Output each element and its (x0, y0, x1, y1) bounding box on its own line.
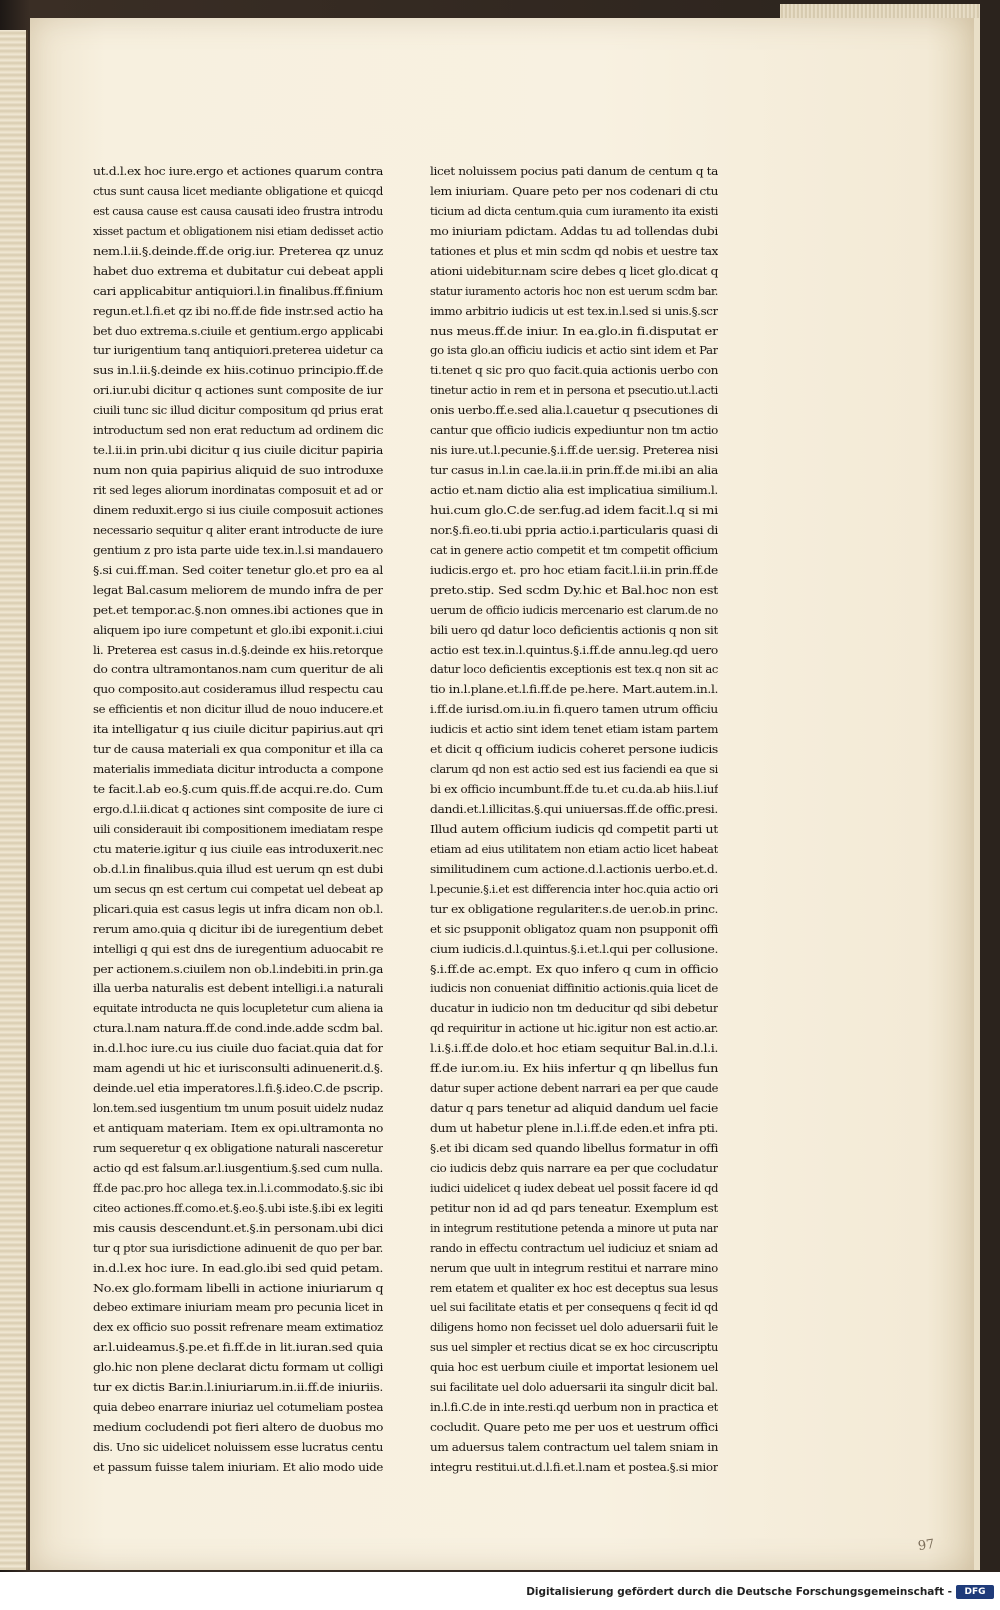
text-line: dinem reduxit.ergo si ius ciuile composuit actiones (93, 503, 383, 517)
text-line: tur ex dictis Bar.in.l.iniuriarum.in.ii.ff.de iniuriis. (93, 1381, 383, 1395)
text-line: tur iurigentium tanq antiquiori.preterea uidetur ca (93, 344, 383, 358)
text-line: deinde.uel etia imperatores.l.fi.§.ideo.C.de pscrip. (93, 1082, 383, 1096)
text-line: mo iniuriam pdictam. Addas tu ad tollendas dubi (430, 224, 718, 238)
text-line: mis causis descendunt.et.§.in personam.ubi dici (93, 1221, 383, 1235)
text-line: petitur non id ad qd pars teneatur. Exemplum est (430, 1201, 718, 1215)
text-line: lon.tem.sed iusgentium tm unum posuit uidelz nudaz (93, 1102, 383, 1116)
text-line: tationes et plus et min scdm qd nobis et uestre tax (430, 244, 718, 258)
text-line: nem.l.ii.§.deinde.ff.de orig.iur. Preterea qz unuz (93, 244, 383, 258)
text-line: iudici uidelicet q iudex debeat uel possit facere id qd (430, 1181, 718, 1195)
text-line: regun.et.l.fi.et qz ibi no.ff.de fide instr.sed actio ha (93, 304, 383, 318)
text-line: §.i.ff.de ac.empt. Ex quo infero q cum in officio (430, 962, 718, 976)
text-line: §.et ibi dicam sed quando libellus formatur in offi (430, 1141, 718, 1155)
text-line: etiam ad eius utilitatem non etiam actio licet habeat (430, 842, 718, 856)
text-line: ut.d.l.ex hoc iure.ergo et actiones quarum contra (93, 165, 383, 178)
text-line: et antiquam materiam. Item ex opi.ultramonta no (93, 1122, 383, 1135)
text-line: statur iuramento actoris hoc non est uerum scdm bar. (430, 284, 718, 298)
text-line: Illud autem officium iudicis qd competit parti ut (430, 822, 718, 836)
text-line: dandi.et.l.illicitas.§.qui uniuersas.ff.de offic.presi. (430, 803, 718, 816)
folio-number: 97 (917, 1536, 936, 1555)
text-line: cio iudicis debz quis narrare ea per que cocludatur (430, 1161, 718, 1175)
text-line: bi ex officio incumbunt.ff.de tu.et cu.da.ab hiis.l.iuf (430, 783, 718, 797)
text-line: tio in.l.plane.et.l.fi.ff.de pe.here. Mart.autem.in.l. (430, 683, 718, 697)
text-line: sus in.l.ii.§.deinde ex hiis.cotinuo principio.ff.de (93, 364, 383, 378)
text-line: um aduersus talem contractum uel talem sniam in (430, 1441, 718, 1454)
text-line: glo.hic non plene declarat dictu formam ut colligi (93, 1361, 383, 1375)
text-line: quia debeo enarrare iniuriaz uel cotumeliam postea (93, 1401, 383, 1415)
text-line: licet noluissem pocius pati danum de centum q ta (430, 165, 718, 178)
text-line: in.d.l.ex hoc iure. In ead.glo.ibi sed quid petam. (93, 1261, 383, 1275)
text-line: ori.iur.ubi dicitur q actiones sunt composite de iur (93, 384, 383, 398)
text-line: cat in genere actio competit et tm competit officium (430, 543, 718, 557)
text-line: per actionem.s.ciuilem non ob.l.indebiti.in prin.ga (93, 962, 383, 976)
dfg-logo: DFG (956, 1585, 994, 1599)
text-line: actio et.nam dictio alia est implicatiua similium.l. (430, 484, 718, 497)
text-line: rem etatem et qualiter ex hoc est deceptus sua lesus (430, 1281, 718, 1295)
text-line: l.pecunie.§.i.et est differencia inter hoc.quia actio ori (430, 882, 718, 896)
text-line: intelligi q qui est dns de iuregentium aduocabit re (93, 942, 383, 956)
text-line: immo arbitrio iudicis ut est tex.in.l.sed si unis.§.scr (430, 304, 718, 318)
text-line: clarum qd non est actio sed est ius faciendi ea que si (430, 763, 718, 777)
book-binding-edge (0, 30, 28, 1570)
text-line: in.l.fi.C.de in inte.resti.qd uerbum non in practica et (430, 1401, 718, 1415)
text-line: dis. Uno sic uidelicet noluissem esse lucratus centu (93, 1441, 383, 1454)
text-line: dum ut habetur plene in.l.i.ff.de eden.et infra pti. (430, 1122, 718, 1135)
text-line: ciuili tunc sic illud dicitur compositum qd prius erat (93, 404, 383, 418)
text-line: li. Preterea est casus in.d.§.deinde ex hiis.retorque (93, 643, 383, 657)
text-line: dex ex officio suo possit refrenare meam extimatioz (93, 1321, 383, 1335)
text-line: No.ex glo.formam libelli in actione iniuriarum q (93, 1281, 383, 1295)
text-line: medium cocludendi pot fieri altero de duobus mo (93, 1421, 383, 1435)
text-line: ti.tenet q sic pro quo facit.quia actionis uerbo con (430, 364, 718, 378)
text-line: mam agendi ut hic et iurisconsulti adinuenerit.d.§. (93, 1062, 383, 1076)
text-line: pet.et tempor.ac.§.non omnes.ibi actiones que in (93, 603, 383, 617)
text-line: datur super actione debent narrari ea per que caude (430, 1082, 718, 1096)
text-line: in.d.l.hoc iure.cu ius ciuile duo faciat.quia dat for (93, 1042, 383, 1056)
text-line: legat Bal.casum meliorem de mundo infra de per (93, 583, 383, 597)
text-line: se efficientis et non dicitur illud de nouo inducere.et (93, 703, 383, 717)
text-line: tur de causa materiali ex qua componitur et illa ca (93, 743, 383, 757)
text-line: et sic psupponit obligatoz quam non psupponit offi (430, 922, 718, 936)
text-line: datur loco deficientis exceptionis est tex.q non sit ac (430, 663, 718, 677)
text-line: rando in effectu contractum uel iudiciuz et sniam ad (430, 1241, 718, 1255)
text-line: in integrum restitutione petenda a minore ut puta nar (430, 1221, 718, 1235)
text-line: sus uel simpler et rectius dicat se ex hoc circuscriptu (430, 1341, 718, 1355)
text-line: nus meus.ff.de iniur. In ea.glo.in fi.disputat er (430, 324, 718, 338)
text-line: ar.l.uideamus.§.pe.et fi.ff.de in lit.iuran.sed quia (93, 1341, 383, 1355)
text-line: lem iniuriam. Quare peto per nos codenari di ctu (430, 184, 718, 198)
text-line: iudicis non conueniat diffinitio actionis.quia licet de (430, 982, 718, 996)
text-line: ctura.l.nam natura.ff.de cond.inde.adde scdm bal. (93, 1022, 383, 1036)
text-line: iudicis.ergo et. pro hoc etiam facit.l.ii.in prin.ff.de (430, 563, 718, 577)
text-line: do contra ultramontanos.nam cum queritur de ali (93, 663, 383, 677)
text-line: ergo.d.l.ii.dicat q actiones sint composite de iure ci (93, 803, 383, 816)
text-line: go ista glo.an officiu iudicis et actio sint idem et Par (430, 344, 718, 358)
text-line: et passum fuisse talem iniuriam. Et alio modo uide (93, 1460, 383, 1474)
text-line: citeo actiones.ff.como.et.§.eo.§.ubi iste.§.ibi ex legiti (93, 1201, 383, 1215)
text-line: tur casus in.l.in cae.la.ii.in prin.ff.de mi.ibi an alia (430, 464, 718, 478)
text-line: integru restitui.ut.d.l.fi.et.l.nam et postea.§.si mior (430, 1460, 718, 1474)
text-line: preto.stip. Sed scdm Dy.hic et Bal.hoc non est (430, 583, 718, 597)
text-line: te.l.ii.in prin.ubi dicitur q ius ciuile dicitur papiria (93, 444, 383, 458)
text-line: quo composito.aut cosideramus illud respectu cau (93, 683, 383, 697)
text-line: ctu materie.igitur q ius ciuile eas introduxerit.nec (93, 842, 383, 856)
text-line: ctus sunt causa licet mediante obligatione et quicqd (93, 184, 383, 198)
text-line: ducatur in iudicio non tm deducitur qd sibi debetur (430, 1002, 718, 1016)
text-line: materialis immediata dicitur introducta a compone (93, 763, 383, 777)
text-line: §.si cui.ff.man. Sed coiter tenetur glo.et pro ea al (93, 563, 383, 577)
text-line: nerum que uult in integrum restitui et narrare mino (430, 1261, 718, 1275)
text-line: habet duo extrema et dubitatur cui debeat appli (93, 264, 383, 278)
text-line: l.i.§.i.ff.de dolo.et hoc etiam sequitur Bal.in.d.l.i. (430, 1042, 718, 1056)
text-line: qd requiritur in actione ut hic.igitur non est actio.ar. (430, 1022, 718, 1036)
text-line: gentium z pro ista parte uide tex.in.l.si mandauero (93, 543, 383, 557)
text-line: rerum amo.quia q dicitur ibi de iuregentium debet (93, 922, 383, 936)
text-column-left (93, 162, 383, 1478)
text-line: datur q pars tenetur ad aliquid dandum uel facie (430, 1102, 718, 1116)
text-line: hui.cum glo.C.de ser.fug.ad idem facit.l.q si mi (430, 503, 718, 517)
text-line: tinetur actio in rem et in persona et psecutio.ut.l.acti (430, 384, 718, 398)
text-line: te facit.l.ab eo.§.cum quis.ff.de acqui.re.do. Cum (93, 783, 383, 797)
text-line: xisset pactum et obligationem nisi etiam dedisset actio (93, 224, 383, 238)
text-line: i.ff.de iurisd.om.iu.in fi.quero tamen utrum officiu (430, 703, 718, 717)
text-line: uerum de officio iudicis mercenario est clarum.de no (430, 603, 718, 617)
text-line: tur q ptor sua iurisdictione adinuenit de quo per bar. (93, 1241, 383, 1255)
text-line: plicari.quia est casus legis ut infra dicam non ob.l. (93, 902, 383, 916)
text-line: illa uerba naturalis est debent intelligi.i.a naturali (93, 982, 383, 996)
text-line: cari applicabitur antiquiori.l.in finalibus.ff.finium (93, 284, 383, 298)
text-line: est causa cause est causa causati ideo frustra introdu (93, 204, 383, 218)
text-line: similitudinem cum actione.d.l.actionis uerbo.et.d. (430, 862, 718, 876)
text-line: onis uerbo.ff.e.sed alia.l.cauetur q psecutiones di (430, 404, 718, 418)
text-line: quia hoc est uerbum ciuile et importat lesionem uel (430, 1361, 718, 1375)
text-line: rum sequeretur q ex obligatione naturali nasceretur (93, 1141, 383, 1155)
text-line: et dicit q officium iudicis coheret persone iudicis (430, 743, 718, 757)
text-line: cium iudicis.d.l.quintus.§.i.et.l.qui per collusione. (430, 942, 718, 956)
text-column-right (430, 162, 718, 1478)
text-line: nis iure.ut.l.pecunie.§.i.ff.de uer.sig. Preterea nisi (430, 444, 718, 458)
text-line: ita intelligatur q ius ciuile dicitur papirius.aut qri (93, 723, 383, 737)
text-line: bili uero qd datur loco deficientis actionis q non sit (430, 623, 718, 637)
text-line: actio est tex.in.l.quintus.§.i.ff.de annu.leg.qd uero (430, 643, 718, 657)
text-line: equitate introducta ne quis locupletetur cum aliena ia (93, 1002, 383, 1016)
text-line: uel sui facilitate etatis et per consequens q fecit id qd (430, 1301, 718, 1315)
text-line: rit sed leges aliorum inordinatas composuit et ad or (93, 484, 383, 497)
text-line: bet duo extrema.s.ciuile et gentium.ergo applicabi (93, 324, 383, 338)
text-line: sui facilitate uel dolo aduersarii ita singulr dicit bal. (430, 1381, 718, 1395)
text-line: ff.de iur.om.iu. Ex hiis infertur q qn libellus fun (430, 1062, 718, 1076)
text-line: ticium ad dicta centum.quia cum iuramento ita existi (430, 204, 718, 218)
footer-credit: Digitalisierung gefördert durch die Deutsche Forschungsgemeinschaft - (526, 1586, 952, 1598)
text-line: ob.d.l.in finalibus.quia illud est uerum qn est dubi (93, 862, 383, 876)
text-line: um secus qn est certum cui competat uel debeat ap (93, 882, 383, 896)
text-line: introductum sed non erat reductum ad ordinem dic (93, 424, 383, 438)
text-line: actio qd est falsum.ar.l.iusgentium.§.sed cum nulla. (93, 1161, 383, 1175)
text-line: uili considerauit ibi compositionem imediatam respe (93, 822, 383, 836)
text-line: tur ex obligatione regulariter.s.de uer.ob.in princ. (430, 902, 718, 916)
text-line: necessario sequitur q aliter erant introducte de iure (93, 523, 383, 537)
text-line: ff.de pac.pro hoc allega tex.in.l.i.commodato.§.sic ibi (93, 1181, 383, 1195)
text-line: cocludit. Quare peto me per uos et uestrum offici (430, 1421, 718, 1435)
text-line: iudicis et actio sint idem tenet etiam istam partem (430, 723, 718, 737)
text-line: debeo extimare iniuriam meam pro pecunia licet in (93, 1301, 383, 1315)
text-line: aliquem ipo iure competunt et glo.ibi exponit.i.ciui (93, 623, 383, 637)
text-line: diligens homo non fecisset uel dolo aduersarii fuit le (430, 1321, 718, 1335)
text-line: nor.§.fi.eo.ti.ubi ppria actio.i.particularis quasi di (430, 523, 718, 537)
text-line: ationi uidebitur.nam scire debes q licet glo.dicat q (430, 264, 718, 278)
text-line: num non quia papirius aliquid de suo introduxe (93, 464, 383, 478)
text-line: cantur que officio iudicis expediuntur non tm actio (430, 424, 718, 438)
